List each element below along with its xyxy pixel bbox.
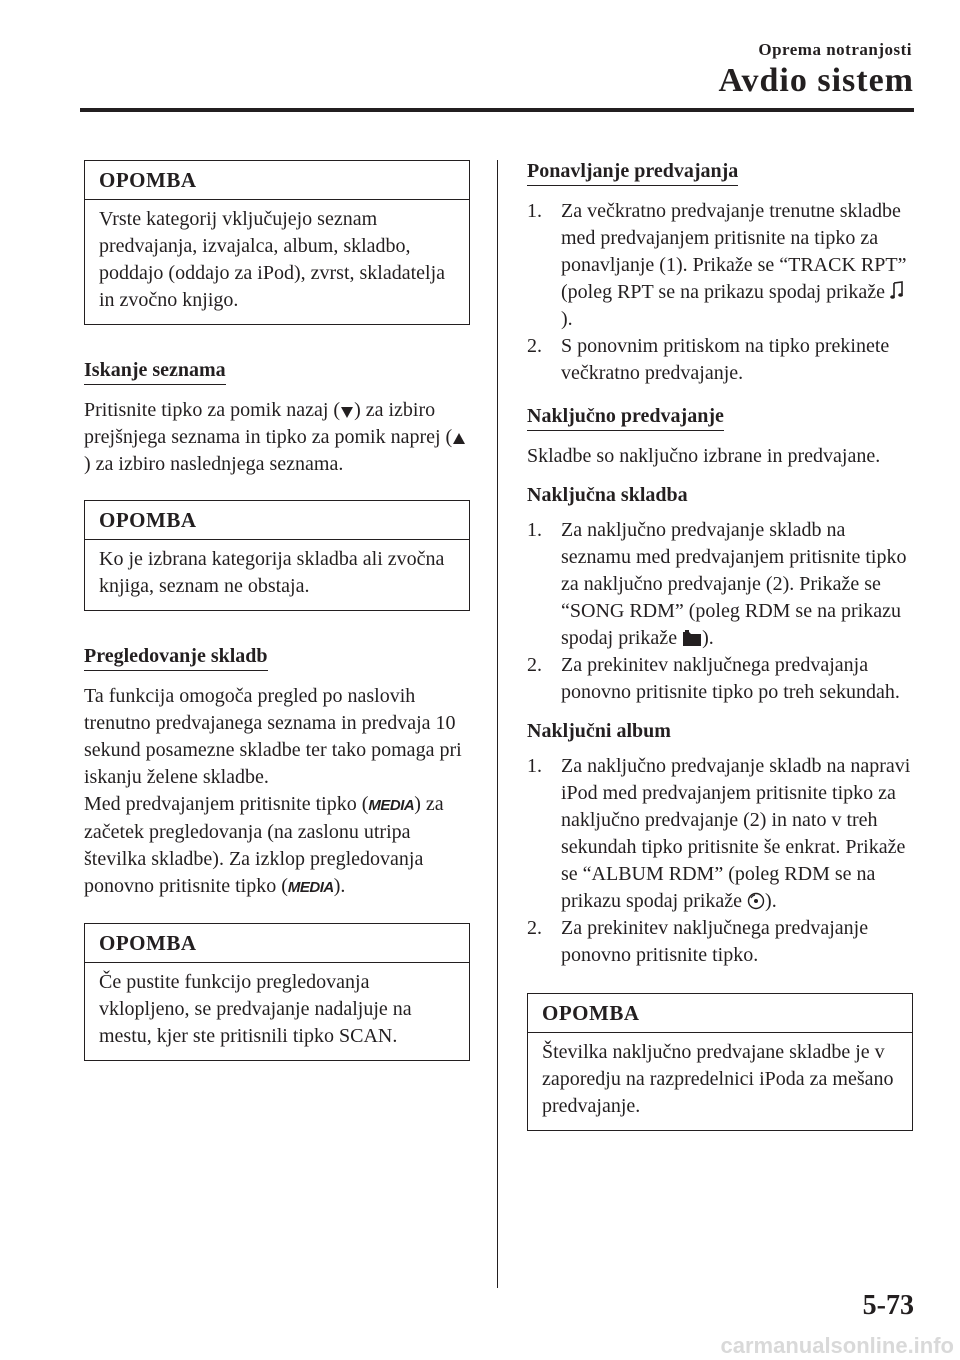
list-item: 1. Za naključno predvajanje skladb na seznamu med predvajanjem pritisnite tipko za naključno predvajanje (2). Prikaže se “SONG RDM” (poleg RDM se na prikazu spodaj prikaže ). [527, 519, 907, 649]
note-title: OPOMBA [528, 994, 912, 1033]
subheading-random-album: Naključni album [527, 720, 671, 742]
note-body: Če pustite funkcijo pregledovanja vklopljeno, se predvajanje nadaljuje na mestu, kjer ste pritisnili tipko SCAN. [99, 971, 412, 1047]
list-item: 1. Za večkratno predvajanje trenutne skladbe med predvajanjem pritisnite na tipko za ponavljanje (1). Prikaže se “TRACK RPT” (poleg RPT se na prikazu spodaj prikaže ). [527, 200, 907, 330]
watermark: carmanualsonline.info [720, 1333, 954, 1358]
triangle-down-icon [340, 405, 354, 419]
paragraph-random-intro: Skladbe so naključno izbrane in predvajane. [527, 445, 881, 467]
list-item: 2. Za prekinitev naključnega predvajanja ponovno pritisnite tipko po treh sekundah. [527, 654, 900, 703]
note-box-scan [84, 923, 470, 1061]
disc-icon [747, 892, 765, 910]
note-title: OPOMBA [85, 501, 469, 540]
page-number: 5-73 [862, 1290, 914, 1321]
heading-repeat: Ponavljanje predvajanja [527, 160, 738, 186]
media-key-label: MEDIA [368, 797, 415, 814]
note-box-categories [84, 160, 470, 325]
note-box-shuffle [527, 993, 913, 1131]
heading-list-search: Iskanje seznama [84, 359, 226, 385]
note-body: Vrste kategorij vključujejo seznam predvajanja, izvajalca, album, skladbo, poddajo (oddajo za iPod), zvrst, skladatelja in zvočno knjigo. [99, 208, 446, 311]
section-label: Oprema notranjosti [758, 40, 912, 59]
note-body: Številka naključno predvajane skladbe je v zaporedju na razpredelnici iPoda za mešano predvajanje. [542, 1041, 894, 1117]
paragraph-list-search: Pritisnite tipko za pomik nazaj ( ) za izbiro prejšnjega seznama in tipko za pomik naprej () za izbiro naslednjega seznama. [84, 397, 470, 478]
list-random-song [527, 517, 913, 706]
list-random-album [527, 753, 913, 969]
left-column [84, 160, 470, 1091]
list-item: 2. Za prekinitev naključnega predvajanje ponovno pritisnite tipko. [527, 917, 869, 966]
note-title: OPOMBA [85, 924, 469, 963]
subheading-random-song: Naključna skladba [527, 484, 688, 506]
note-box-song-category [84, 500, 470, 611]
media-key-label: MEDIA [287, 879, 334, 896]
note-title: OPOMBA [85, 161, 469, 200]
page-title: Avdio sistem [718, 62, 914, 99]
column-divider [497, 160, 498, 1288]
folder-icon [682, 629, 702, 647]
list-repeat [527, 198, 913, 387]
list-item: 2. S ponovnim pritiskom na tipko prekinete večkratno predvajanje. [527, 335, 890, 384]
paragraph-scan-usage: Med predvajanjem pritisnite tipko (MEDIA) za začetek pregledovanja (na zaslonu utripa številka skladbe). Za izklop pregledovanja ponovno pritisnite tipko (MEDIA). [84, 793, 444, 897]
triangle-up-icon [452, 432, 466, 446]
right-column [527, 160, 913, 1161]
music-note-icon [890, 281, 904, 301]
header-rule [80, 108, 914, 112]
list-item: 1. Za naključno predvajanje skladb na napravi iPod med predvajanjem pritisnite tipko za naključno predvajanje (2) in nato v treh sekundah tipko pritisnite še enkrat. Prikaže se “ALBUM RDM” (poleg RDM se na prikazu spodaj prikaže ). [527, 755, 911, 912]
heading-scan: Pregledovanje skladb [84, 645, 268, 671]
paragraph-scan-intro: Ta funkcija omogoča pregled po naslovih trenutno predvajanega seznama in predvaja 10 sekund posamezne skladbe ter tako pomaga pri iskanju želene skladbe. [84, 685, 462, 788]
note-body: Ko je izbrana kategorija skladba ali zvočna knjiga, seznam ne obstaja. [99, 548, 445, 597]
heading-random: Naključno predvajanje [527, 405, 724, 431]
